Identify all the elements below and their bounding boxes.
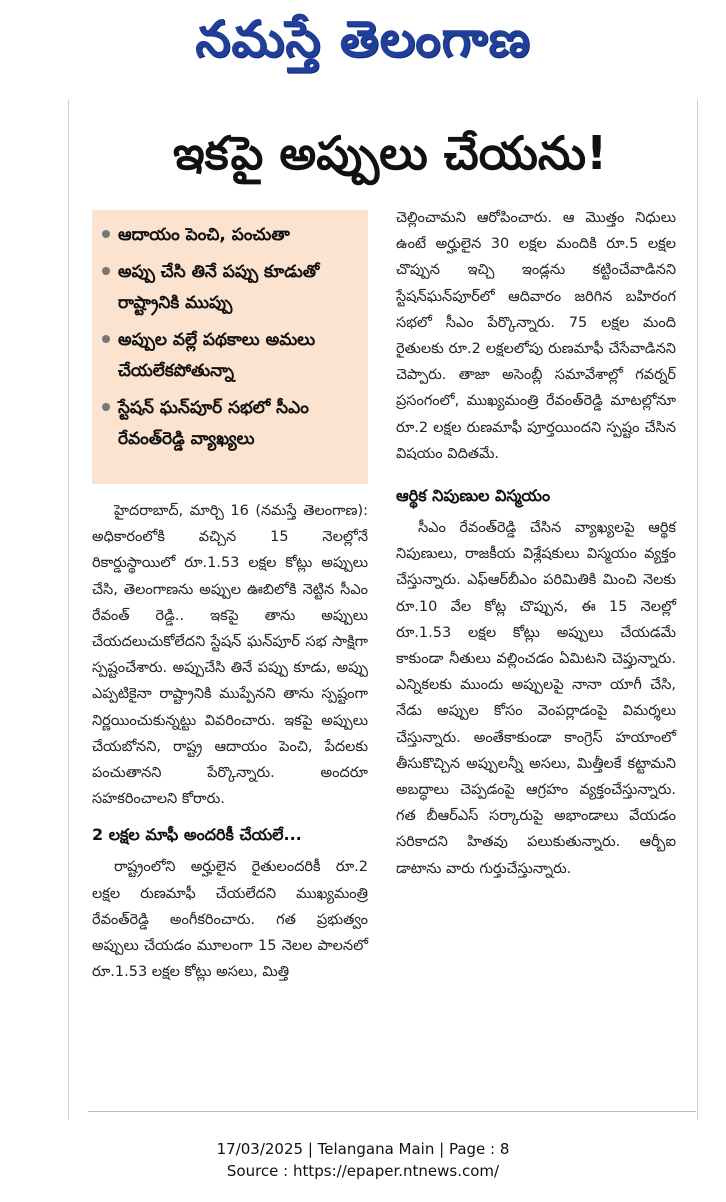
highlight-text: స్టేషన్ ఘన్‌పూర్ సభలో సీఎం రేవంత్‌రెడ్డి వ్యాఖ్యలు bbox=[118, 398, 309, 449]
bullet-icon bbox=[102, 267, 110, 275]
highlight-item bbox=[102, 393, 358, 455]
highlight-text: అప్పు చేసి తినే పప్పు కూడుతో రాష్ట్రానికి ముప్పు bbox=[118, 262, 320, 313]
highlight-text: ఆదాయం పెంచి, పంచుతా bbox=[118, 225, 290, 245]
section-subheading: 2 లక్షల మాఫీ అందరికీ చేయలే... bbox=[92, 825, 302, 845]
body-paragraph: సీఎం రేవంత్‌రెడ్డి చేసిన వ్యాఖ్యలపై ఆర్థిక నిపుణులు, రాజకీయ విశ్లేషకులు విస్మయం వ్యక్తం చేస్తున్నారు. ఎఫ్‌ఆర్‌బీఎం పరిమితికి మించి నెలకు రూ.10 వేల కోట్ల చొప్పున, ఈ 15 నెలల్లో రూ.1.53 లక్షల కోట్లు అప్పులు చేయడమే కాకుండా నీతులు వల్లించడం ఏమిటని చెప్తున్నారు. ఎన్నికలకు ముందు అప్పులపై నానా యాగీ చేసి, నేడు అప్పుల కోసం వెంపర్లాడంపై విమర్శలు చేస్తున్నారు. అంతేకాకుండా కాంగ్రెస్ హయాంలో తీసుకొచ్చిన అప్పులన్నీ అసలు, మిత్తీలకే కట్టామని అబద్ధాలు చెప్పడంపై ఆగ్రహం వ్యక్తంచేస్తున్నారు. గత బీఆర్‌ఎస్ సర్కారుపై అభాండాలు వేయడం సరికాదని హితవు పలుకుతున్నారు. ఆర్బీఐ డాటాను వారు గుర్తుచేస్తున్నారు. bbox=[396, 520, 676, 877]
page-footer bbox=[0, 1138, 726, 1182]
left-column bbox=[92, 210, 368, 985]
body-paragraph: హైదరాబాద్, మార్చి 16 (నమస్తే తెలంగాణ): అధికారంలోకి వచ్చిన 15 నెలల్లోనే రికార్డుస్థాయిలో రూ.1.53 లక్షల కోట్లు అప్పులు చేసి, తెలంగాణను అప్పుల ఊబిలోకి నెట్టిన సీఎం రేవంత్ రెడ్డి.. ఇకపై తాను అప్పులు చేయదలుచుకోలేదని స్టేషన్ ఘన్‌పూర్ సభ సాక్షిగా స్పష్టంచేశారు. అప్పుచేసి తినే పప్పు కూడు, అప్పు ఎప్పటికైనా రాష్ట్రానికి ముప్పేనని తాను స్పష్టంగా నిర్ణయించుకున్నట్టు వివరించారు. ఇకపై అప్పులు చేయబోనని, రాష్ట్ర ఆదాయం పెంచి, పేదలకు పంచుతానని పేర్కొన్నారు. అందరూ సహకరించాలని కోరారు. bbox=[92, 503, 368, 808]
highlight-item bbox=[102, 220, 358, 251]
masthead bbox=[0, 0, 726, 90]
article-divider bbox=[88, 1111, 696, 1112]
bullet-icon bbox=[102, 230, 110, 238]
highlights-box bbox=[92, 210, 368, 484]
article-headline: ఇకపై అప్పులు చేయను! bbox=[172, 126, 608, 180]
highlight-text: అప్పుల వల్లే పథకాలు అమలు చేయలేకపోతున్నా bbox=[118, 330, 316, 381]
body-paragraph: రాష్ట్రంలోని అర్హులైన రైతులందరికీ రూ.2 లక్షల రుణమాఫీ చేయలేదని ముఖ్యమంత్రి రేవంత్‌రెడ్డి అంగీకరించారు. గత ప్రభుత్వం అప్పులు చేయడం మూలంగా 15 నెలల పాలనలో రూ.1.53 లక్షల కోట్లు అసలు, మిత్తి bbox=[92, 859, 368, 981]
highlight-item bbox=[102, 325, 358, 387]
body-paragraph: చెల్లించామని ఆరోపించారు. ఆ మొత్తం నిధులు ఉంటే అర్హులైన 30 లక్షల మందికి రూ.5 లక్షల చొప్పున ఇచ్చి ఇండ్లను కట్టించేవాడినని స్టేషన్‌ఘన్‌పూర్‌లో ఆదివారం జరిగిన బహిరంగ సభలో సీఎం పేర్కొన్నారు. 75 లక్షల మంది రైతులకు రూ.2 లక్షలలోపు రుణమాఫీ చేసేవాడినని చెప్పారు. తాజా అసెంబ్లీ సమావేశాల్లో గవర్నర్ ప్రసంగంలో, ముఖ్యమంత్రి రేవంత్‌రెడ్డి మాటల్లోనూ రూ.2 లక్షల రుణమాఫీ పూర్తయిందని స్పష్టం చేసిన విషయం విదితమే. bbox=[396, 210, 676, 462]
bullet-icon bbox=[102, 403, 110, 411]
section-subheading: ఆర్థిక నిపుణుల విస్మయం bbox=[396, 486, 551, 506]
bullet-icon bbox=[102, 335, 110, 343]
newspaper-logo: నమస్తే తెలంగాణ bbox=[195, 9, 531, 68]
highlight-item bbox=[102, 257, 358, 319]
right-column bbox=[396, 205, 676, 882]
edition-info: 17/03/2025 | Telangana Main | Page : 8 bbox=[216, 1140, 510, 1158]
source-link[interactable]: Source : https://epaper.ntnews.com/ bbox=[226, 1162, 500, 1180]
